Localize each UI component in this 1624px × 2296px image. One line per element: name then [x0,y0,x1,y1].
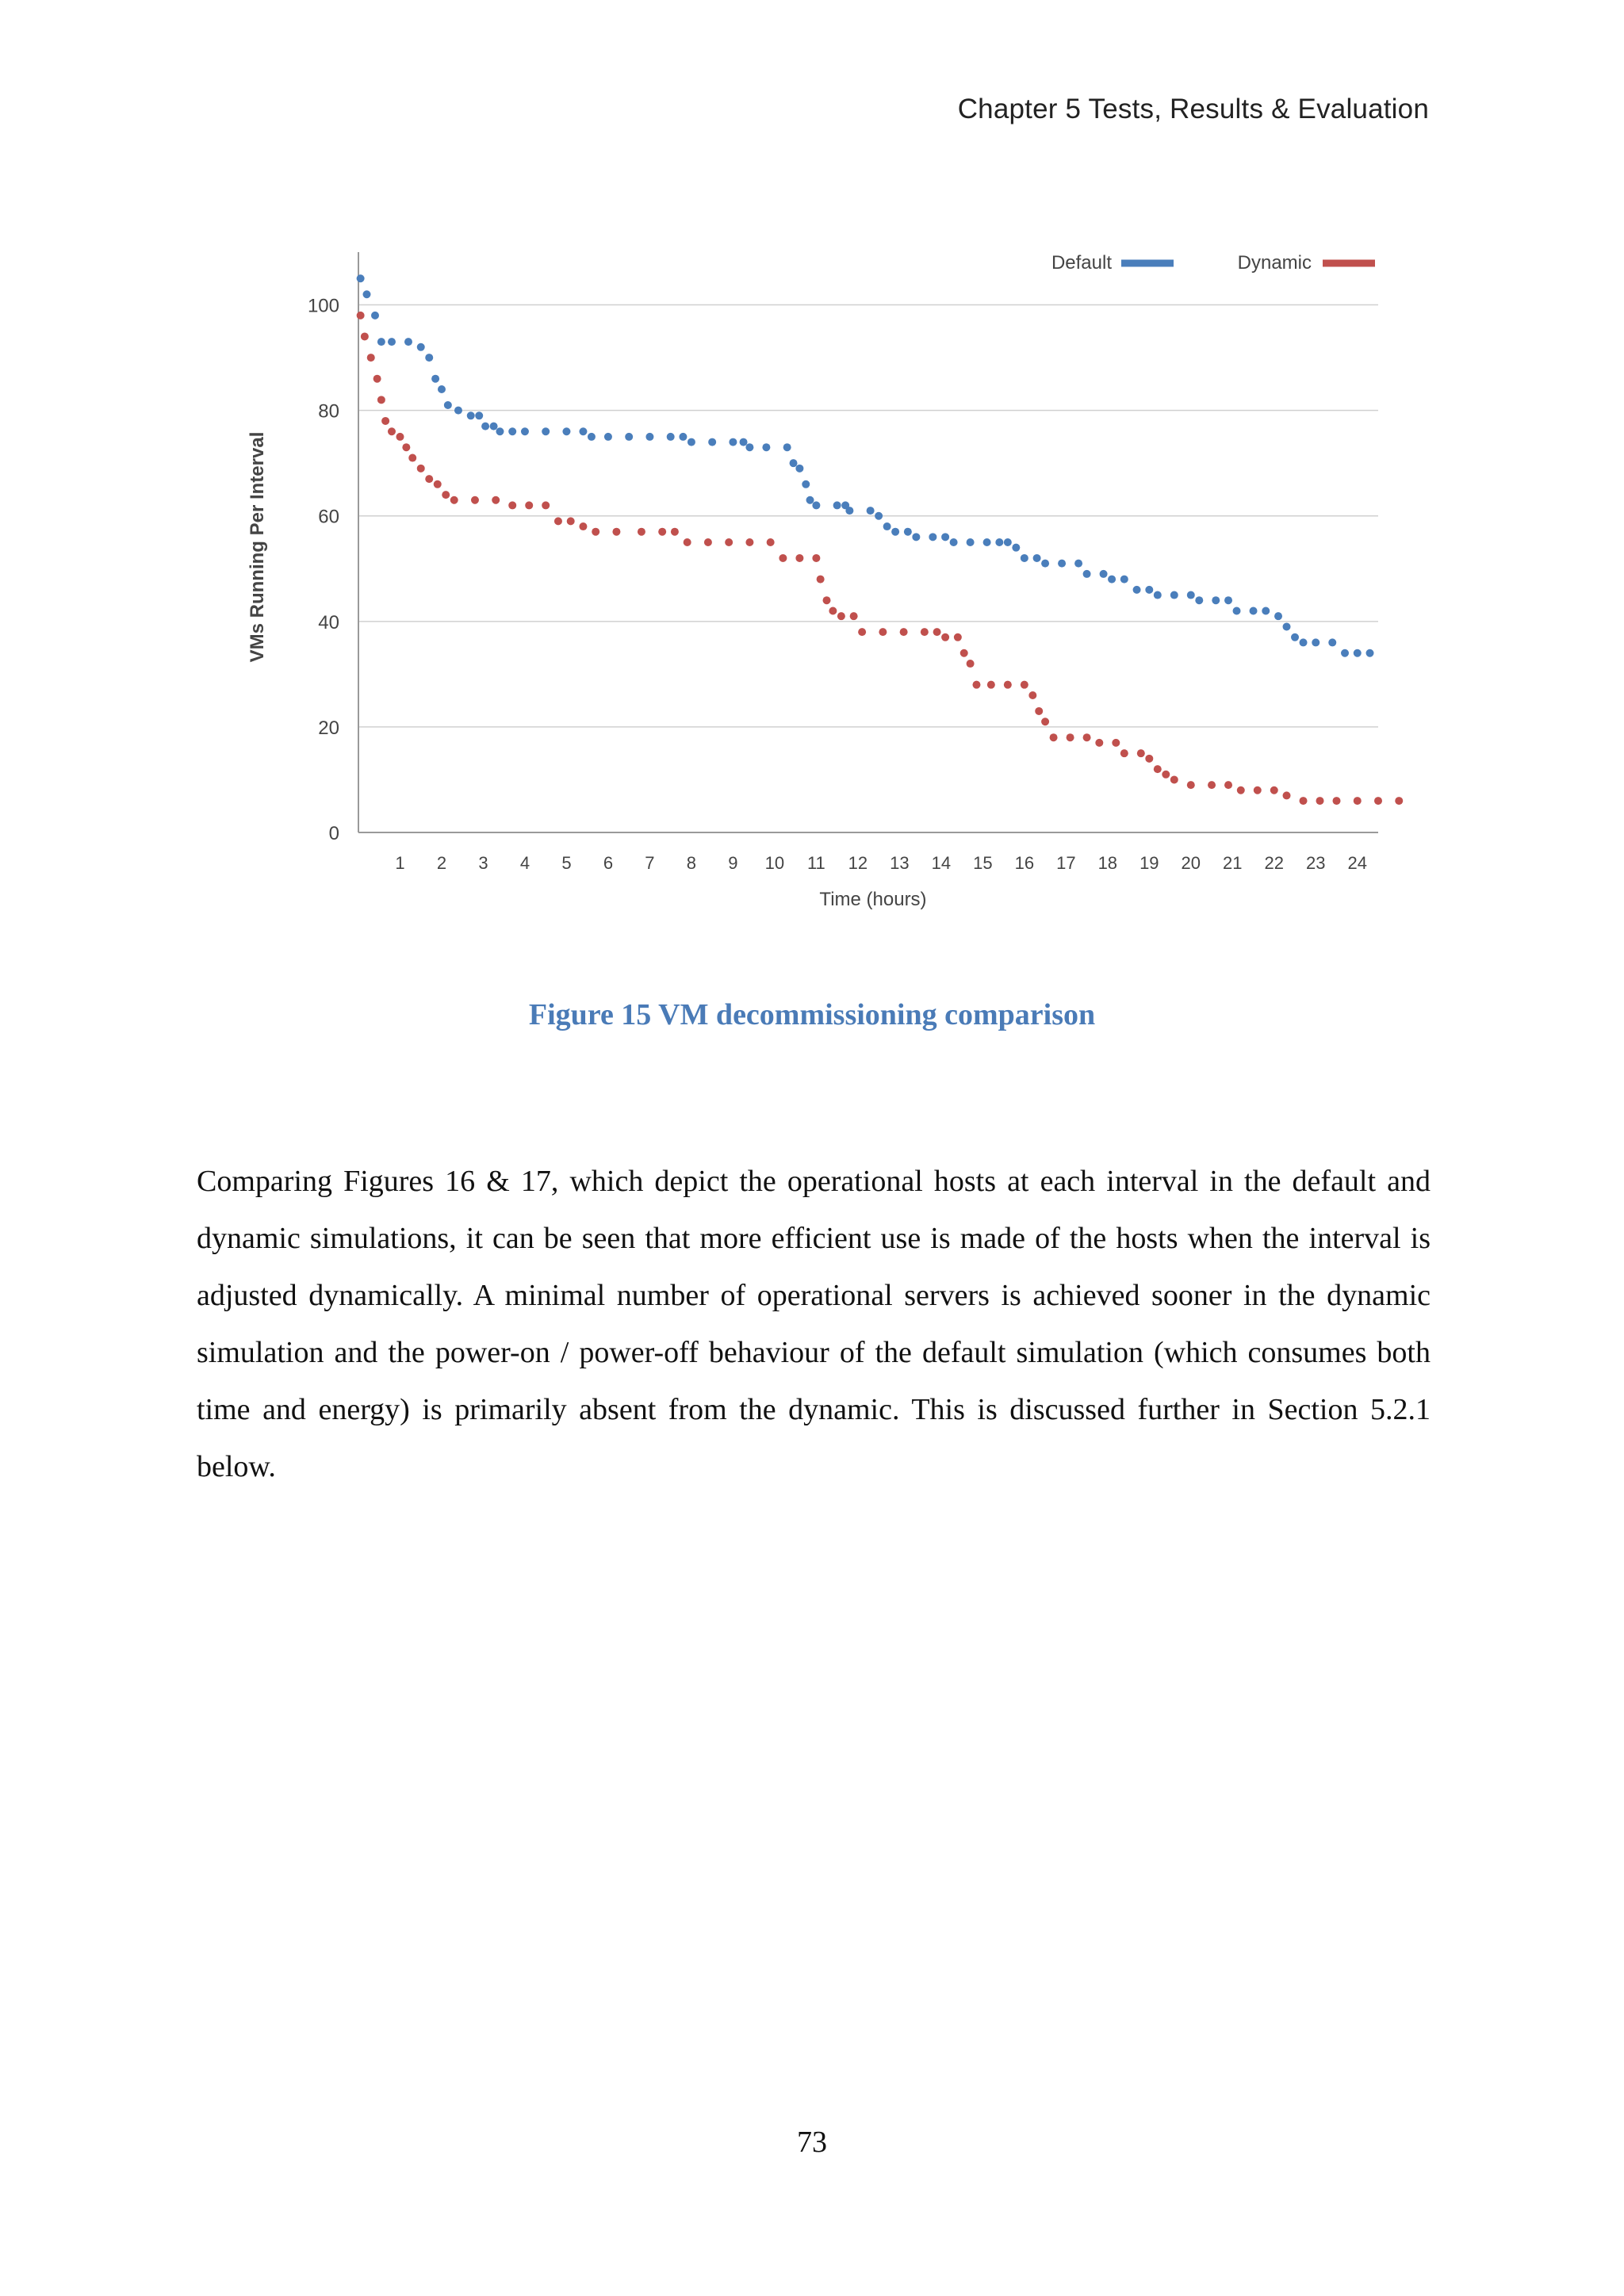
data-point [900,628,908,636]
chart-legend [1051,252,1375,274]
data-point [879,628,887,636]
x-tick-label: 19 [1139,853,1159,873]
x-tick-label: 12 [848,853,868,873]
data-point [492,496,500,504]
data-point [1074,560,1082,568]
data-point [1283,791,1291,799]
data-point [471,496,479,504]
data-point [767,538,775,546]
x-tick-label: 16 [1014,853,1035,873]
data-point [1170,775,1178,783]
data-point [1250,607,1258,615]
data-point [725,538,733,546]
y-tick-label: 40 [318,611,339,633]
data-point [381,417,389,425]
data-point [1137,749,1145,757]
data-point [592,528,599,536]
data-point [562,427,570,435]
data-point [967,660,975,668]
data-point [867,507,875,515]
data-point [450,496,458,504]
x-tick-label: 14 [931,853,952,873]
data-point [806,496,814,504]
data-point [987,681,995,689]
data-point [950,538,958,546]
data-point [812,501,820,509]
data-point [1283,622,1291,630]
x-tick-label: 22 [1264,853,1285,873]
data-point [891,528,899,536]
data-point [929,533,936,541]
x-tick-label: 3 [478,853,488,873]
data-point [1262,607,1270,615]
data-point [904,528,912,536]
data-point [1254,786,1262,794]
data-point [845,507,853,515]
data-point [444,401,452,409]
data-point [745,538,753,546]
data-point [1316,797,1324,805]
data-point [921,628,929,636]
x-tick-label: 20 [1181,853,1201,873]
data-point [645,433,653,441]
data-point [425,475,433,483]
data-point [1224,596,1232,604]
series-default [357,274,1374,656]
x-tick-label: 21 [1223,853,1243,873]
y-tick-label: 60 [318,506,339,528]
data-point [1112,739,1120,747]
data-point [1170,591,1178,599]
data-point [740,438,748,446]
data-point [1300,638,1308,646]
x-tick-label: 1 [395,853,405,873]
data-point [995,538,1003,546]
data-point [858,628,866,636]
data-point [779,554,787,562]
x-tick-label: 15 [973,853,993,873]
data-point [542,501,550,509]
data-point [1354,649,1362,657]
data-point [684,538,691,546]
data-point [1233,607,1241,615]
data-point [1058,560,1066,568]
data-point [704,538,712,546]
data-point [377,338,385,346]
data-point [362,290,370,298]
x-axis-title: Time (hours) [819,889,927,910]
data-point [762,443,770,451]
data-point [1300,797,1308,805]
data-point [579,427,587,435]
data-point [960,649,968,657]
data-point [525,501,533,509]
data-point [396,433,404,441]
data-point [638,528,645,536]
body-paragraph: Comparing Figures 16 & 17, which depict the operational hosts at each interval in the default and dynamic simulations, it can be seen that more efficient use is made of the hosts when the interval is adjusted dynamically. A minimal number of operational servers is achieved sooner in the dynamic simulation and the power-on / power-off behaviour of the default simulation (which consumes both time and energy) is primarily absent from the dynamic. This is discussed further in Section 5.2.1 below. [197,1165,1431,1483]
x-tick-labels [395,853,1367,873]
data-point [1145,586,1153,594]
vm-decommissioning-chart [230,230,1404,943]
data-point [658,528,666,536]
data-point [388,338,396,346]
data-point [1083,733,1091,741]
data-point [1033,554,1041,562]
page-number: 73 [797,2126,827,2159]
data-point [357,274,365,282]
x-tick-label: 10 [764,853,785,873]
data-point [1237,786,1245,794]
data-point [941,533,949,541]
data-point [912,533,920,541]
x-tick-label: 17 [1056,853,1076,873]
data-point [972,681,980,689]
legend-label-default: Default [1051,252,1112,274]
x-tick-label: 18 [1097,853,1118,873]
data-point [579,522,587,530]
y-axis-title: VMs Running Per Interval [247,431,268,663]
data-point [1395,797,1403,805]
data-point [1154,765,1162,773]
x-tick-label: 7 [645,853,655,873]
data-point [795,465,803,473]
data-point [1291,633,1299,641]
data-point [1012,544,1020,552]
data-point [983,538,991,546]
data-point [377,396,385,404]
chart-gridlines [358,305,1378,832]
x-tick-label: 6 [603,853,614,873]
data-point [671,528,679,536]
data-point [1004,681,1012,689]
data-point [1187,781,1195,789]
data-point [1224,781,1232,789]
x-tick-label: 9 [728,853,738,873]
data-point [967,538,975,546]
data-point [790,459,798,467]
data-point [408,454,416,462]
x-tick-label: 2 [436,853,447,873]
data-point [679,433,687,441]
figure-caption: Figure 15 VM decommissioning comparison [528,998,1096,1031]
legend-label-dynamic: Dynamic [1237,252,1312,274]
x-tick-label: 23 [1306,853,1326,873]
data-point [521,427,529,435]
x-tick-label: 5 [561,853,572,873]
data-point [1067,733,1074,741]
data-point [954,633,962,641]
running-header: Chapter 5 Tests, Results & Evaluation [957,94,1429,124]
data-point [1212,596,1220,604]
data-point [1050,733,1058,741]
data-point [438,385,446,393]
data-point [1133,586,1141,594]
data-point [1366,649,1374,657]
data-point [833,501,841,509]
data-point [434,480,442,488]
data-point [361,332,369,340]
data-point [1095,739,1103,747]
data-point [802,480,810,488]
x-tick-label: 4 [519,853,530,873]
data-point [875,512,883,520]
data-point [745,443,753,451]
data-point [404,338,412,346]
data-point [850,612,858,620]
data-point [1187,591,1195,599]
data-point [373,375,381,383]
data-point [604,433,612,441]
y-tick-label: 80 [318,400,339,423]
data-point [1274,612,1282,620]
x-tick-label: 24 [1347,853,1367,873]
data-point [883,522,891,530]
data-point [588,433,596,441]
data-point [612,528,620,536]
data-point [795,554,803,562]
data-point [490,423,498,430]
data-point [1328,638,1336,646]
x-tick-label: 13 [890,853,910,873]
data-point [357,312,365,320]
data-point [508,427,516,435]
data-point [1120,749,1128,757]
data-point [554,517,562,525]
y-tick-label: 20 [318,717,339,739]
data-point [1120,576,1128,584]
data-point [425,354,433,362]
data-point [1162,771,1170,779]
data-point [371,312,379,320]
data-point [941,633,949,641]
data-point [481,423,489,430]
data-point [567,517,575,525]
data-point [542,427,550,435]
data-point [1374,797,1382,805]
data-point [1333,797,1341,805]
data-point [1108,576,1116,584]
data-point [817,576,825,584]
data-point [812,554,820,562]
data-point [783,443,791,451]
data-point [837,612,845,620]
data-point [1028,691,1036,699]
data-point [708,438,716,446]
data-point [1021,681,1028,689]
y-tick-label: 100 [307,295,339,317]
data-point [1341,649,1349,657]
data-point [1035,707,1043,715]
data-point [1145,755,1153,763]
data-point [388,427,396,435]
data-point [1354,797,1362,805]
data-point [823,596,831,604]
data-point [933,628,941,636]
data-point [508,501,516,509]
data-point [442,491,450,499]
data-point [829,607,837,615]
data-point [475,411,483,419]
data-point [1041,718,1049,725]
data-point [1270,786,1278,794]
data-point [1312,638,1320,646]
data-point [688,438,695,446]
series-layer [357,274,1404,805]
data-point [417,343,425,351]
data-point [729,438,737,446]
data-point [402,443,410,451]
series-dynamic [357,312,1404,805]
data-point [1100,570,1108,578]
data-point [467,411,475,419]
data-point [1208,781,1216,789]
y-tick-label: 0 [328,823,339,844]
data-point [1041,560,1049,568]
data-point [625,433,633,441]
data-point [367,354,375,362]
data-point [431,375,439,383]
y-tick-labels [308,296,339,844]
x-tick-label: 8 [686,853,697,873]
data-point [667,433,675,441]
data-point [1004,538,1012,546]
data-point [454,407,462,415]
data-point [496,427,504,435]
data-point [1195,596,1203,604]
data-point [417,465,425,473]
data-point [1021,554,1028,562]
x-tick-label: 11 [806,853,825,873]
data-point [1083,570,1091,578]
data-point [1154,591,1162,599]
